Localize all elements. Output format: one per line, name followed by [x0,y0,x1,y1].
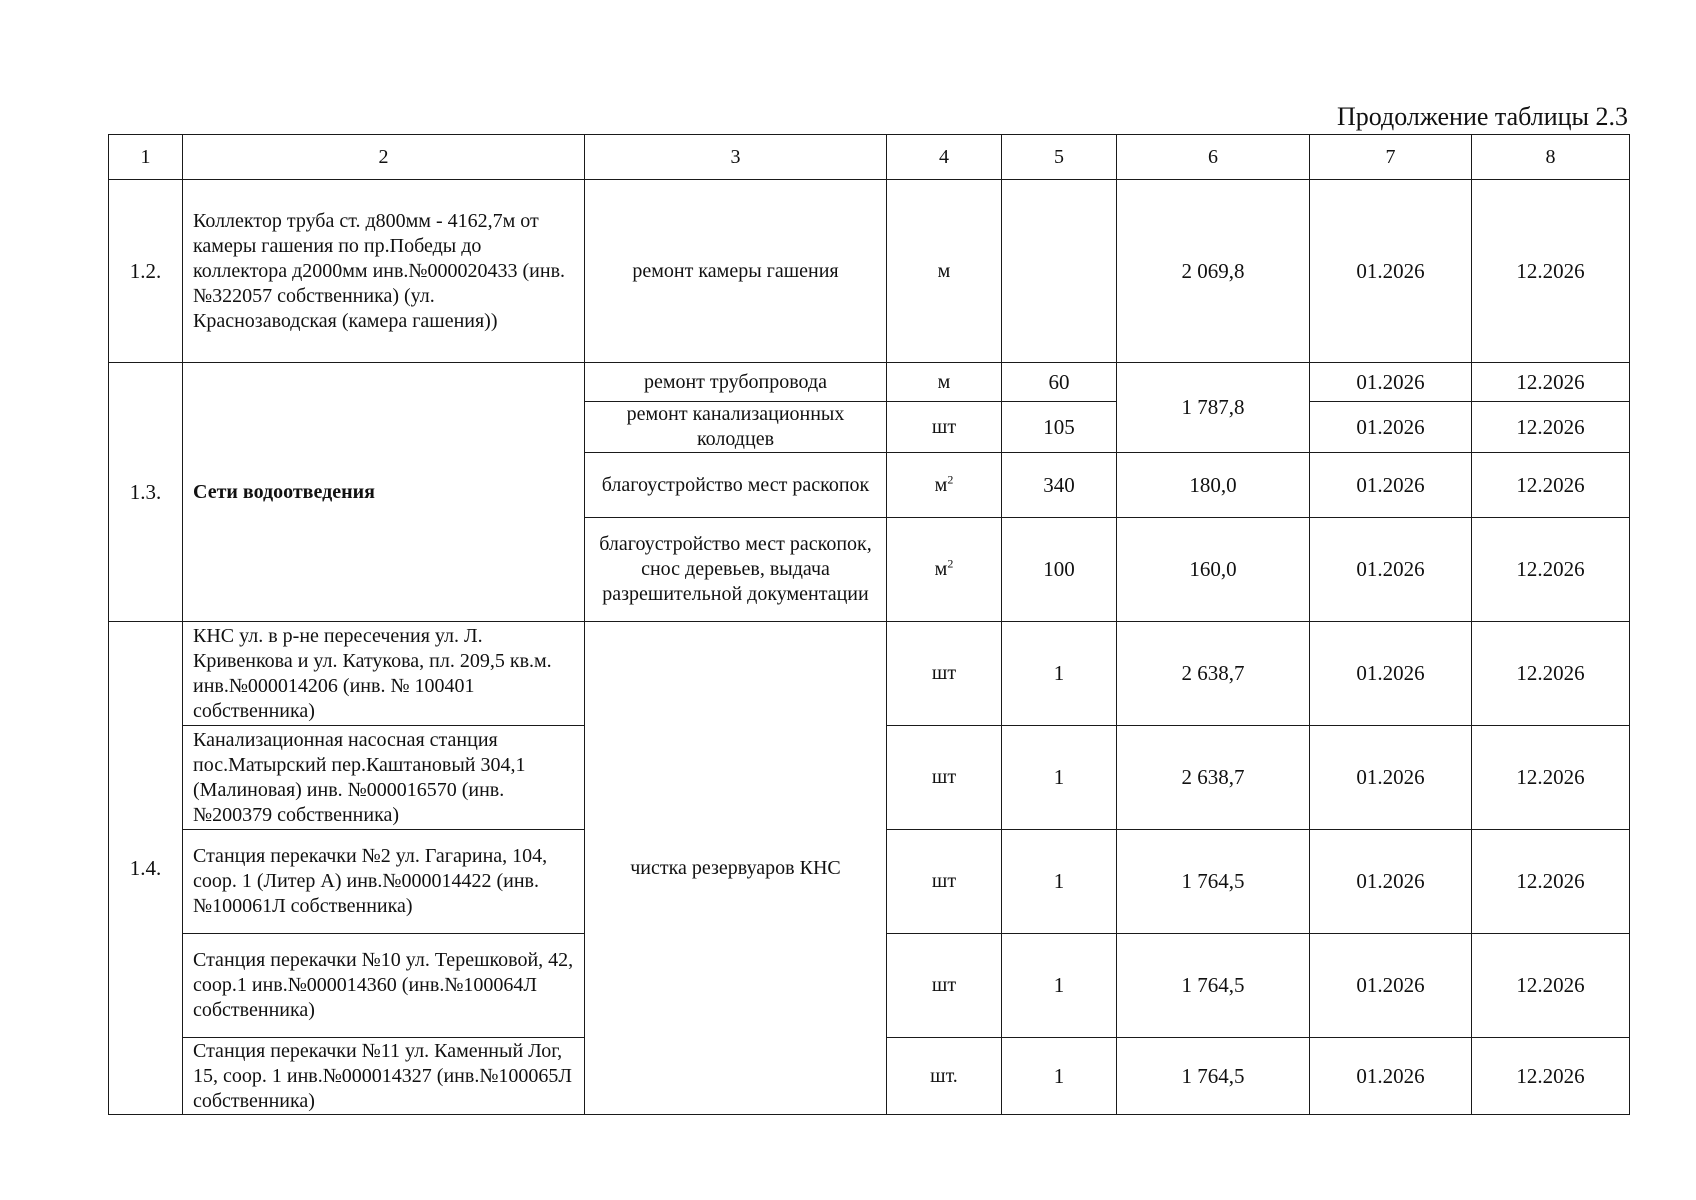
start-date: 01.2026 [1310,726,1472,830]
unit: шт [887,726,1002,830]
cost: 2 638,7 [1117,726,1310,830]
start-date: 01.2026 [1310,934,1472,1038]
row-number: 1.4. [109,622,183,1115]
cost: 2 638,7 [1117,622,1310,726]
work-type: ремонт камеры гашения [585,180,887,363]
header-cell: 7 [1310,135,1472,180]
end-date: 12.2026 [1472,1038,1630,1115]
start-date: 01.2026 [1310,830,1472,934]
quantity: 1 [1002,622,1117,726]
cost: 2 069,8 [1117,180,1310,363]
table-row [109,180,1630,363]
data-table [108,134,1630,1115]
unit: шт. [887,1038,1002,1115]
header-cell: 6 [1117,135,1310,180]
unit-superscript: 2 [947,471,954,486]
quantity: 1 [1002,1038,1117,1115]
unit: м [887,363,1002,402]
object-name: КНС ул. в р-не пересечения ул. Л. Кривенкова и ул. Катукова, пл. 209,5 кв.м. инв.№000014206 (инв. № 100401 собственника) [183,622,585,726]
end-date: 12.2026 [1472,180,1630,363]
cost: 1 787,8 [1117,363,1310,453]
unit [887,453,1002,518]
unit: шт [887,830,1002,934]
quantity: 60 [1002,363,1117,402]
object-name: Станция перекачки №10 ул. Терешковой, 42, соор.1 инв.№000014360 (инв.№100064Л собственника) [183,934,585,1038]
table-row [109,622,1630,726]
object-name: Станция перекачки №2 ул. Гагарина, 104, соор. 1 (Литер А) инв.№000014422 (инв.№100061Л собственника) [183,830,585,934]
start-date: 01.2026 [1310,622,1472,726]
end-date: 12.2026 [1472,622,1630,726]
end-date: 12.2026 [1472,934,1630,1038]
unit-text: м [934,473,948,496]
header-cell: 3 [585,135,887,180]
end-date: 12.2026 [1472,402,1630,453]
quantity: 340 [1002,453,1117,518]
object-name: Канализационная насосная станция пос.Матырский пер.Каштановый 304,1 (Малиновая) инв. №000016570 (инв.№200379 собственника) [183,726,585,830]
cost: 1 764,5 [1117,830,1310,934]
work-type: благоустройство мест раскопок [585,453,887,518]
start-date: 01.2026 [1310,1038,1472,1115]
cost: 1 764,5 [1117,934,1310,1038]
unit [887,518,1002,622]
object-name: Коллектор труба ст. д800мм - 4162,7м от камеры гашения по пр.Победы до коллектора д2000мм инв.№000020433 (инв.№322057 собственника) (ул. Краснозаводская (камера гашения)) [183,180,585,363]
end-date: 12.2026 [1472,830,1630,934]
unit: шт [887,934,1002,1038]
unit-text: м [934,558,948,580]
end-date: 12.2026 [1472,726,1630,830]
cost: 180,0 [1117,453,1310,518]
start-date: 01.2026 [1310,518,1472,622]
quantity: 1 [1002,726,1117,830]
object-name: Сети водоотведения [183,363,585,622]
quantity: 1 [1002,934,1117,1038]
row-number: 1.2. [109,180,183,363]
unit: шт [887,402,1002,453]
header-cell: 1 [109,135,183,180]
header-cell: 2 [183,135,585,180]
row-number: 1.3. [109,363,183,622]
end-date: 12.2026 [1472,518,1630,622]
object-name: Станция перекачки №11 ул. Каменный Лог, 15, соор. 1 инв.№000014327 (инв.№100065Л собственника) [183,1038,585,1115]
start-date: 01.2026 [1310,402,1472,453]
work-type: ремонт трубопровода [585,363,887,402]
unit: шт [887,622,1002,726]
header-row [109,135,1630,180]
quantity: 1 [1002,830,1117,934]
start-date: 01.2026 [1310,363,1472,402]
end-date: 12.2026 [1472,363,1630,402]
table-caption: Продолжение таблицы 2.3 [1337,102,1628,131]
header-cell: 5 [1002,135,1117,180]
start-date: 01.2026 [1310,453,1472,518]
cost: 160,0 [1117,518,1310,622]
quantity [1002,180,1117,363]
header-cell: 4 [887,135,1002,180]
quantity: 105 [1002,402,1117,453]
table-row [109,363,1630,402]
work-type: ремонт канализационных колодцев [585,402,887,453]
quantity: 100 [1002,518,1117,622]
work-type: благоустройство мест раскопок, снос деревьев, выдача разрешительной документации [585,518,887,622]
cost: 1 764,5 [1117,1038,1310,1115]
header-cell: 8 [1472,135,1630,180]
end-date: 12.2026 [1472,453,1630,518]
unit-superscript: 2 [947,556,954,571]
unit: м [887,180,1002,363]
start-date: 01.2026 [1310,180,1472,363]
work-type: чистка резервуаров КНС [585,622,887,1115]
